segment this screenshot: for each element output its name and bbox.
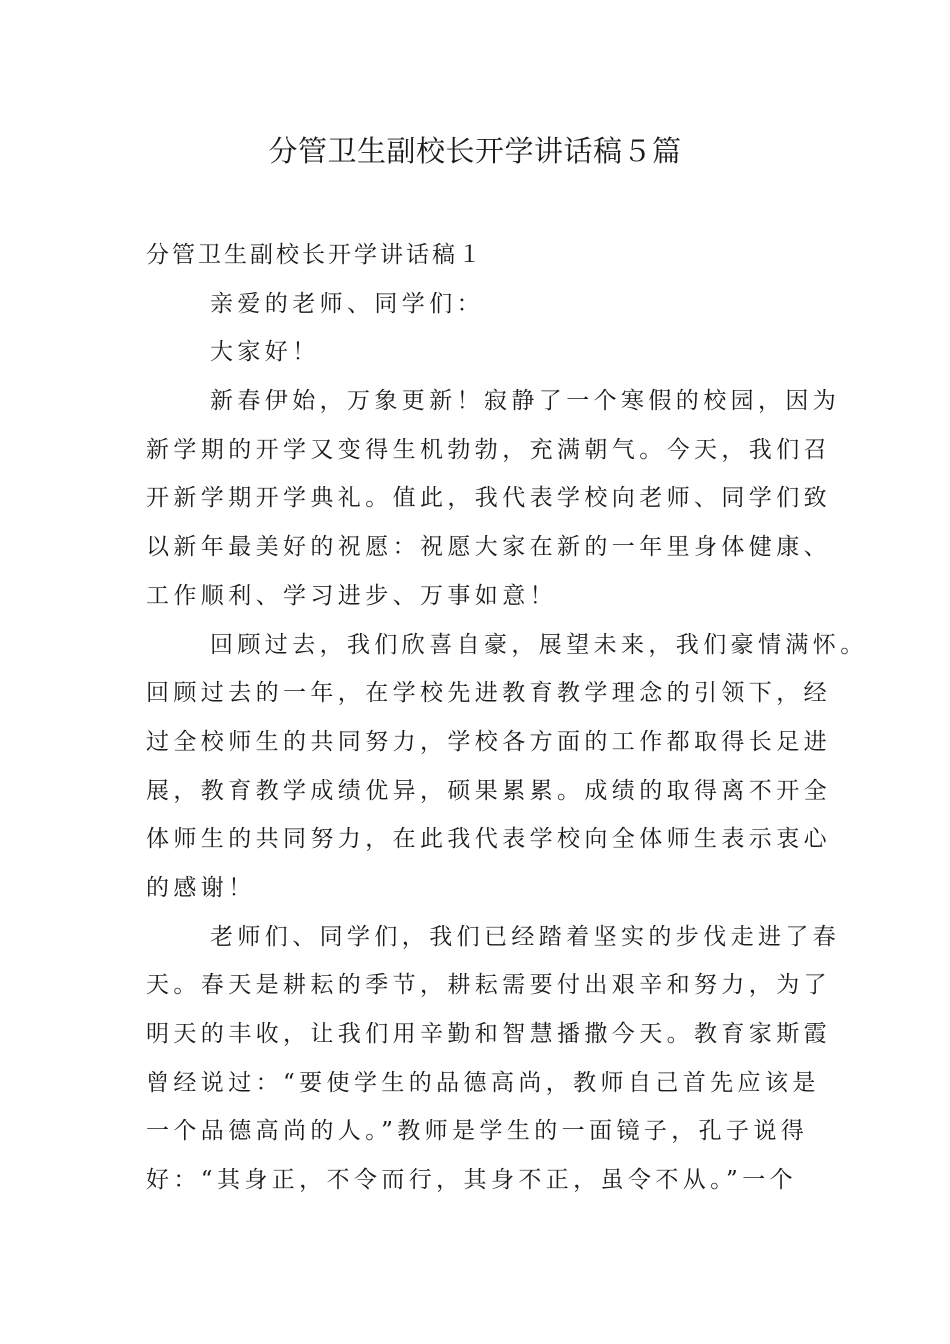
paragraph-line: 老师们、同学们，我们已经踏着坚实的步伐走进了春 — [210, 923, 841, 950]
paragraph-line: 新春伊始，万象更新！寂静了一个寒假的校园，因为 — [210, 388, 841, 415]
document-title: 分管卫生副校长开学讲话稿５篇 — [268, 134, 682, 168]
paragraph-line: 明天的丰收，让我们用辛勤和智慧播撒今天。教育家斯霞 — [146, 1021, 831, 1047]
paragraph-line: 体师生的共同努力，在此我代表学校向全体师生表示衷心 — [146, 826, 831, 853]
paragraph — [146, 377, 841, 620]
paragraph-line: 展，教育教学成绩优异，硕果累累。成绩的取得离不开全 — [146, 777, 831, 804]
paragraph-line: 曾经说过：“要使学生的品德高尚，教师自己首先应该是 — [146, 1069, 820, 1096]
paragraph-line: 新学期的开学又变得生机勃勃，充满朝气。今天，我们召 — [146, 436, 831, 463]
paragraph-line: 以新年最美好的祝愿：祝愿大家在新的一年里身体健康、 — [146, 534, 831, 561]
greeting: 大家好！ — [210, 339, 320, 366]
paragraph-line: 好：“其身正，不令而行，其身不正，虽令不从。”一个 — [146, 1167, 798, 1194]
paragraph — [146, 913, 841, 1205]
paragraph — [146, 621, 868, 913]
paragraph-line: 回顾过去，我们欣喜自豪，展望未来，我们豪情满怀。 — [210, 631, 868, 658]
paragraph-line: 过全校师生的共同努力，学校各方面的工作都取得长足进 — [146, 728, 831, 755]
paragraph-line: 天。春天是耕耘的季节，耕耘需要付出艰辛和努力，为了 — [146, 972, 831, 999]
document-body — [146, 231, 868, 1205]
section-heading: 分管卫生副校长开学讲话稿１ — [146, 242, 484, 268]
paragraph-line: 一个品德高尚的人。”教师是学生的一面镜子，孔子说得 — [146, 1118, 809, 1145]
paragraph-line: 回顾过去的一年，在学校先进教育教学理念的引领下，经 — [146, 680, 831, 707]
paragraph-line: 的感谢！ — [146, 874, 256, 901]
salutation: 亲爱的老师、同学们： — [210, 290, 484, 317]
paragraph-line: 开新学期开学典礼。值此，我代表学校向老师、同学们致 — [146, 485, 831, 512]
paragraph-line: 工作顺利、学习进步、万事如意！ — [146, 582, 557, 609]
